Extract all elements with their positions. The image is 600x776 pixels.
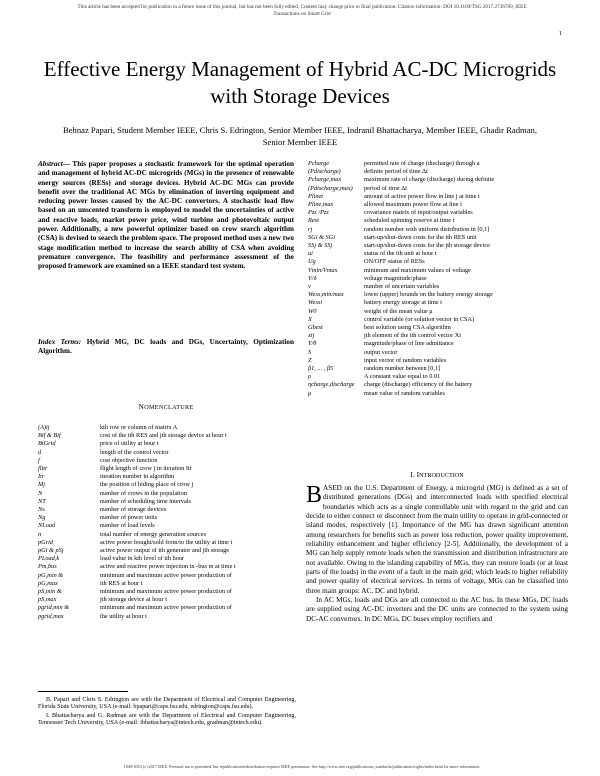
nomenclature-definition: cost of the ith RES and jth storage device at hour t [100,432,227,440]
nomenclature-definition: mean value of random variables [364,389,445,397]
nomenclature-definition: number of crows in the population [100,489,187,497]
nomenclature-definition: start-up/shut-down costs for the ith RES unit [364,233,477,241]
nomenclature-symbol: pS,max [38,596,57,604]
nomenclature-entry [308,226,566,234]
nomenclature-definition: maximum rate of charge (discharge) during definite [364,176,495,184]
nomenclature-symbol: rj [308,225,313,233]
nomenclature-symbol: S [308,348,312,356]
nomenclature-entry [308,185,566,193]
nomenclature-entry [38,481,296,489]
nomenclature-entry [308,234,566,242]
nomenclature-entry [308,381,566,389]
nomenclature-definition: random number between [0,1] [364,365,441,373]
nomenclature-entry [38,457,296,465]
nomenclature-heading: NOMENCLATURE [138,402,194,411]
nomenclature-definition: best solution using CSA algorithm [364,324,451,332]
nomenclature-definition: battery energy storage at time t [364,299,443,307]
nomenclature-symbol: Plinet [308,192,324,200]
footnotes [38,697,296,729]
copyright-notice: 1949-3053 (c) 2017 IEEE. Personal use is permitted, but republication/redistribution requires IEEE permission. See http://www.ieee.org/publications_standards/publications/rights/index.html for more information. [123,764,481,769]
nomenclature-definition: load value in kth level of tth hour [100,555,185,563]
nomenclature-entry [308,349,566,357]
nomenclature-entry [38,490,296,498]
nomenclature-definition: the position of hiding place of crow j [100,481,194,489]
author-list: Behnaz Papari, Student Member IEEE, Chris S. Edrington, Senior Member IEEE, Indranil Bhattacharya, Member IEEE, Ghadir Radman, Senior Member IEEE [63,125,537,147]
nomenclature-entry [38,572,296,580]
nomenclature-entry [38,432,296,440]
nomenclature-symbol: Pm,bus [38,563,57,571]
nomenclature-entry [38,531,296,539]
nomenclature-definition: voltage magnitude/phase [364,274,427,282]
nomenclature-entry [308,332,566,340]
nomenclature-definition: output vector [364,348,398,356]
nomenclature-entry [308,267,566,275]
nomenclature-symbol: Wessi [308,299,323,307]
nomenclature-definition: covariance matrix of input/output variables [364,209,473,217]
nomenclature-symbol: Ns [38,506,45,514]
nomenclature-symbol: Z [308,356,312,364]
nomenclature-entry [308,291,566,299]
nomenclature-definition: active power output of ith generator and jth storage [100,547,230,555]
nomenclature-entry [38,473,296,481]
nomenclature-definition: number of scheduling time intervals [100,497,191,505]
nomenclature-definition: amount of active power flow in line j at time t [364,192,480,200]
footnote-1: B. Papari and Chris S. Edrington are with the Department of Electrical and Computer Engineering, Florida State University, USA (e-mail: bpapari@caps.fsu.edu, edrington@caps.fsu.edu). [38,697,296,711]
nomenclature-symbol: (Pdischarge) [308,168,341,176]
nomenclature-entry [308,250,566,258]
nomenclature-definition: weight of the mean value μ [364,307,433,315]
nomenclature-entry [38,465,296,473]
nomenclature-entry [308,160,566,168]
nomenclature-symbol: pG,min & [38,571,64,579]
paper-title: Effective Energy Management of Hybrid AC-DC Microgrids with Storage Devices [43,57,557,108]
nomenclature-symbol: pgrid,min & [38,604,70,612]
nomenclature-symbol: Y/θ [308,340,317,348]
nomenclature-symbol: V/δ [308,274,317,282]
nomenclature-entry [38,613,296,621]
nomenclature-symbol: pS,min & [38,588,62,596]
nomenclature-entry [308,390,566,398]
nomenclature-definition: total number of energy generation sources [100,530,207,538]
nomenclature-symbol: (A)ij [38,424,50,431]
nomenclature-definition: definite period of time Δt [364,168,428,176]
nomenclature-definition: random number with uniform distribution in [0,1] [364,225,490,233]
footnote-rule [38,691,128,692]
nomenclature-symbol: Pcharge [308,160,330,167]
nomenclature-entry [38,604,296,612]
nomenclature-symbol: ui [308,250,313,258]
nomenclature-symbol: Gbest [308,324,323,332]
nomenclature-definition: number of uncertain variables [364,283,440,291]
nomenclature-entry [308,258,566,266]
abstract [38,160,294,272]
nomenclature-symbol: Wess,min/max [308,291,344,299]
nomenclature-definition: minimum and maximum active power production of [100,604,232,612]
nomenclature-entry [38,498,296,506]
nomenclature-definition: period of time Δt [364,184,408,192]
running-header [22,4,582,18]
index-terms-label: Index Terms: [38,338,82,346]
nomenclature-symbol: pG,max [38,579,58,587]
nomenclature-entry [308,324,566,332]
nomenclature-entry [308,217,566,225]
nomenclature-definition: number of load levels [100,522,155,530]
nomenclature-definition: minimum and maximum values of voltage [364,266,471,274]
nomenclature-symbol: N [38,489,43,497]
nomenclature-symbol: SGi & SGi [308,233,335,241]
nomenclature-entry [38,424,296,432]
nomenclature-definition: permitted rate of charge (discharge) through a [364,160,480,167]
nomenclature-entry [308,275,566,283]
nomenclature-entry [38,449,296,457]
nomenclature-entry [38,563,296,571]
nomenclature-symbol: xij [308,332,315,340]
nomenclature-definition: A constant value equal to 0.01 [364,373,441,381]
header-notice-line2: Transactions on Smart Grid [273,11,331,17]
nomenclature-symbol: ηcharge,discharge [308,381,355,389]
page-number: 1 [558,30,562,37]
nomenclature-symbol: SSj & SSj [308,242,333,250]
nomenclature-entry [308,201,566,209]
nomenclature-symbol: X [308,315,312,323]
nomenclature-symbol: μ [308,389,312,397]
nomenclature-definition: control variable (or solution vector in CSA) [364,315,475,323]
nomenclature-definition: charge (discharge) efficiency of the battery [364,381,473,389]
nomenclature-symbol: pGi & pSj [38,547,64,555]
nomenclature-symbol: Pcharge,max [308,176,342,184]
nomenclature-symbol: BtGrid [38,440,56,448]
nomenclature-definition: active and reactive power injection in -bus m at time t [100,563,236,571]
nomenclature-symbol: NT [38,497,46,505]
nomenclature-entry [38,580,296,588]
nomenclature-definition: input vector of random variables [364,356,447,364]
nomenclature-definition: price of utility at hour t [100,440,159,448]
nomenclature-definition: kth row or column of matrix A [100,424,178,431]
nomenclature-definition: flight length of crow j in iteration Itr [100,465,192,473]
nomenclature-symbol: Ug [308,258,316,266]
nomenclature-definition: allowed maximum power flow at line i [364,201,462,209]
index-terms [38,338,294,357]
nomenclature-definition: cost objective function [100,456,158,464]
nomenclature-entry [308,340,566,348]
nomenclature-entry [308,209,566,217]
nomenclature-symbol: Vmin/Vmax [308,266,338,274]
nomenclature-definition: ith RES at hour t [100,579,143,587]
nomenclature-symbol: Pline,max [308,201,334,209]
nomenclature-symbol: ρ [308,373,312,381]
nomenclature-entry [308,316,566,324]
nomenclature-entry [38,539,296,547]
nomenclature-symbol: pGrid [38,538,54,546]
nomenclature-symbol: Mj [38,481,45,489]
drop-cap: B [306,482,323,508]
header-notice-line1: This article has been accepted for publication in a future issue of this journal, but has not been fully edited. Content may change prior to final publication. Citation information: DOI 10.1109/TSG.2017.2736789, IEEE [77,4,527,10]
nomenclature-entry [308,176,566,184]
nomenclature-symbol: PLoad,k [38,555,60,563]
nomenclature-definition: minimum and maximum active power production of [100,588,232,596]
nomenclature-symbol: n [38,530,42,538]
nomenclature-symbol: pgrid,max [38,612,64,620]
nomenclature-entry [38,588,296,596]
nomenclature-entry [38,555,296,563]
section-heading-introduction: I. INTRODUCTION [410,470,464,479]
nomenclature-symbol: Pzz /Pzz [308,209,329,217]
nomenclature-definition: iteration number in algorithm [100,473,175,481]
nomenclature-symbol: v [308,283,311,291]
abstract-text: — This paper proposes a stochastic framework for the optimal operation and management of hybrid AC-DC microgrids (MGs) in the presence of renewable energy sources (RESs) and storage devices. Hybrid AC-DC MGs can provide benefit over the traditional AC MGs by elimination of inverting equipment and reducing power losses caused by the AC-DC convertors. A stochastic load flow based on an unscented transform is employed to model the uncertainties of active and reactive loads, market power price, wind turbine and photovoltaic output power. Additionally, a new powerful optimizer based on crow search algorithm (CSA) is devised to search the problem space. The proposed method uses a new two stage modification method to increase the search ability of CSA when avoiding premature convergence. The feasibility and performance assessment of the proposed framework are examined on a IEEE standard test system. [38,160,294,271]
nomenclature-entry [308,168,566,176]
nomenclature-symbol: flitr [38,465,48,473]
nomenclature-definition: status of the ith unit at hour t [364,250,437,258]
intro-paragraph-2: In AC MGs, loads and DGs are all connected to the AC bus. In these MGs, DC loads are supplied using AC-DC inverters and the DC units are connected to the system using DC-AC convertors. In DC MGs, DC buses employ rectifiers and [306,596,568,623]
index-terms-text: Hybrid MG, DC loads and DGs, Uncertainty, Optimization Algorithm. [38,338,295,356]
nomenclature-entry [308,242,566,250]
nomenclature-left-list [38,424,296,621]
nomenclature-entry [38,440,296,448]
nomenclature-definition: the utility at hour t [100,612,147,620]
nomenclature-definition: minimum and maximum active power production of [100,571,232,579]
nomenclature-entry [38,514,296,522]
nomenclature-symbol: Bif & Bif [38,432,61,440]
nomenclature-symbol: NLoad [38,522,56,530]
nomenclature-entry [38,596,296,604]
nomenclature-entry [38,506,296,514]
footnote-2: I. Bhattacharya and G. Radman are with the Department of Electrical and Computer Engineering, Tennessee Tech University, USA (e-mail: ibhattacharya@tntech.edu, gradman@tntech.edu). [38,712,296,727]
nomenclature-entry [38,522,296,530]
nomenclature-definition: scheduled spinning reserve at time t [364,217,455,225]
nomenclature-symbol: W0 [308,307,317,315]
nomenclature-entry [308,283,566,291]
nomenclature-definition: start-up/shut-down costs for the jth storage device [364,242,490,250]
nomenclature-symbol: d [38,448,42,456]
nomenclature-entry [308,357,566,365]
nomenclature-entry [308,193,566,201]
nomenclature-symbol: Itr [38,473,45,481]
nomenclature-definition: length of the control vector [100,448,169,456]
nomenclature-definition: magnitude/phase of line admittance [364,340,454,348]
nomenclature-definition: number of storage devices [100,506,167,514]
nomenclature-definition: jth element of the ith control vector Xi [364,332,462,340]
nomenclature-right-list [308,160,566,398]
nomenclature-definition: active power bought/sold from/to the utility at time t [100,538,233,546]
nomenclature-entry [308,299,566,307]
nomenclature-entry [308,365,566,373]
nomenclature-symbol: (Pdischarge,max) [308,184,353,192]
nomenclature-symbol: β1, ... , β5 [308,365,334,373]
nomenclature-definition: number of power units [100,514,158,522]
abstract-label: Abstract [38,160,63,168]
nomenclature-entry [38,547,296,555]
nomenclature-symbol: Rest [308,217,319,225]
nomenclature-definition: jth storage device at hour t [100,596,167,604]
nomenclature-entry [308,308,566,316]
nomenclature-definition: ON/OFF status of RESs [364,258,425,266]
nomenclature-symbol: Ng [38,514,46,522]
introduction-body [306,484,568,624]
nomenclature-entry [308,373,566,381]
nomenclature-definition: lower (upper) bounds on the battery energy storage [364,291,493,299]
intro-paragraph-1: ASED on the U.S. Department of Energy, a microgrid (MG) is defined as a set of distributed generations (DGs) and interconnected loads with specified electrical boundaries which acts as a single controllable unit with regard to the grid and can decide to either connect or disconnect from the main utility to operate in grid-connected or island modes, respectively [1]. Importance of the MG has drawn significant attention among researchers for benefits such as power loss reduction, power quality improvement, reliability enhancement and higher efficiency [2-5]. Additionally, the development of a MG can help supply remote loads when the transmission and distribution infrastructure are not available. Owing to the islanding capability of MGs, they can restore loads (or at least parts of the loads) in the event of a fault in the main grid; which leads to higher reliability and power quality of electrical services. In terms of voltage, MGs can be classified into three main groups: AC, DC and hybrid. [306,484,568,595]
nomenclature-symbol: f [38,456,40,464]
